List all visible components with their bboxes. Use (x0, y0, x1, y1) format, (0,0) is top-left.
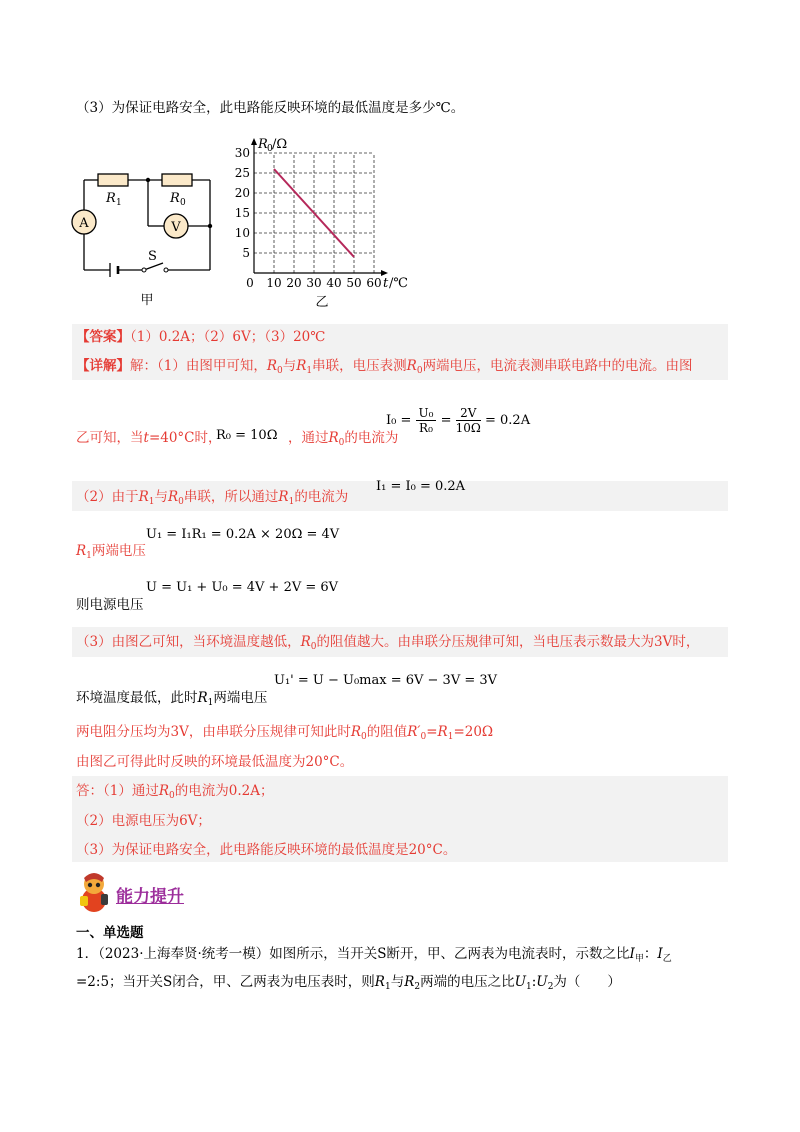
circuit-caption: 甲 (140, 293, 154, 308)
formula-i0: I₀ = $\frac{\text{U₀}}{\text{R₀}}$ = $\frac{2V}{10\Omega}$ = 0.2A (386, 406, 531, 435)
y-tick-label: 25 (234, 166, 250, 180)
formula-u: U = U₁ + U₀ = 4V + 2V = 6V (146, 580, 339, 595)
q1-line-1: 1．（2023·上海奉贤·统考一模）如图所示，当开关S断开，甲、乙两表为电流表时，示数之比$I_甲$：$I_乙$ (76, 946, 672, 964)
explain-line-2b: ，通过$R_0$的电流为 (288, 430, 399, 448)
explain-line-2: 乙可知，当t=40°C时， (76, 430, 222, 446)
r1-sub: 1 (116, 198, 122, 208)
answer-label: 【答案】 (76, 329, 130, 345)
circuit-diagram (64, 160, 224, 310)
x-axis-label: t (383, 276, 389, 291)
resistance-temperature-graph (226, 128, 426, 314)
y-axis-sub: 0 (267, 144, 273, 154)
answer-text: （1）0.2A；（2）6V；（3）20℃ (130, 329, 326, 345)
junction-dot (208, 224, 212, 228)
answer-line (76, 327, 325, 347)
section-title: 能力提升 (116, 887, 184, 907)
ammeter-label: A (79, 216, 89, 231)
explain-line-9: 由图乙可得此时反映的环境最低温度为20°C。 (76, 754, 354, 770)
x-axis-unit: /℃ (389, 276, 408, 291)
y-tick-label: 5 (242, 246, 250, 260)
graph-ticks (235, 146, 382, 290)
r0-label: R (170, 191, 180, 206)
switch-contact (164, 268, 168, 272)
formula-r0: R₀ = 10Ω (216, 428, 278, 443)
formula-u1: U₁ = I₁R₁ = 0.2A × 20Ω = 4V (146, 527, 340, 542)
explain-line-8: 两电阻分压均为3V，由串联分压规律可知此时$R_0$的阻值$R'_0=R_1=20\Omega$ (76, 724, 494, 742)
x-tick-label: 40 (326, 276, 342, 290)
section-subheading: 一、单选题 (76, 925, 144, 941)
explain-line-1: 【详解】解：（1）由图甲可知，$R_0$与$R_1$串联，电压表测$R_0$两端电压，电流表测串联电路中的电流。由图 (76, 358, 693, 376)
mascot-icon (74, 870, 114, 914)
y-tick-label: 15 (234, 206, 250, 220)
r0-sub: 0 (180, 198, 186, 208)
y-axis-arrow-icon (251, 138, 257, 145)
x-tick-label: 10 (266, 276, 282, 290)
y-tick-label: 30 (234, 146, 250, 160)
x-tick-label: 20 (286, 276, 302, 290)
final-answer-3: （3）为保证电路安全，此电路能反映环境的最低温度是20°C。 (76, 842, 457, 858)
junction-dot (146, 178, 150, 182)
formula-i1: I₁ = I₀ = 0.2A (376, 479, 466, 494)
x-tick-label: 30 (306, 276, 322, 290)
explain-line-7: 环境温度最低，此时$R_1$两端电压 (76, 690, 268, 708)
switch-pivot (142, 268, 146, 272)
explain-line-5: 则电源电压 (76, 597, 144, 613)
graph-axes (251, 138, 388, 276)
y-tick-label: 20 (234, 186, 250, 200)
r1-label: R (106, 191, 116, 206)
switch-label: S (148, 249, 157, 264)
question-3-text: （3）为保证电路安全，此电路能反映环境的最低温度是多少℃。 (76, 100, 465, 116)
explain-label: 【详解】 (76, 358, 130, 374)
explain-line-4: $R_1$两端电压 (76, 543, 146, 561)
final-answer-1: 答：（1）通过$R_0$的电流为0.2A； (76, 783, 274, 801)
final-answer-2: （2）电源电压为6V； (76, 813, 211, 829)
explain-line-6: （3）由图乙可知，当环境温度越低，$R_0$的阻值越大。由串联分压规律可知，当电压表示数最大为3V时， (76, 634, 700, 652)
y-tick-label: 10 (234, 226, 250, 240)
y-axis-unit: /Ω (272, 137, 288, 152)
x-tick-label: 0 (246, 276, 254, 290)
explain-line-3: （2）由于$R_1$与$R_0$串联，所以通过$R_1$的电流为 (76, 489, 349, 507)
y-axis-label: R (258, 137, 268, 152)
q1-line-2: =2:5；当开关S闭合，甲、乙两表为电压表时，则$R_1$与$R_2$两端的电压之比$U_1:U_2$为（ ） (76, 974, 621, 992)
formula-u1-prime: U₁' = U − U₀max = 6V − 3V = 3V (274, 673, 498, 688)
graph-caption: 乙 (315, 295, 329, 310)
x-tick-label: 60 (366, 276, 382, 290)
x-tick-label: 50 (346, 276, 362, 290)
voltmeter-label: V (171, 220, 181, 235)
